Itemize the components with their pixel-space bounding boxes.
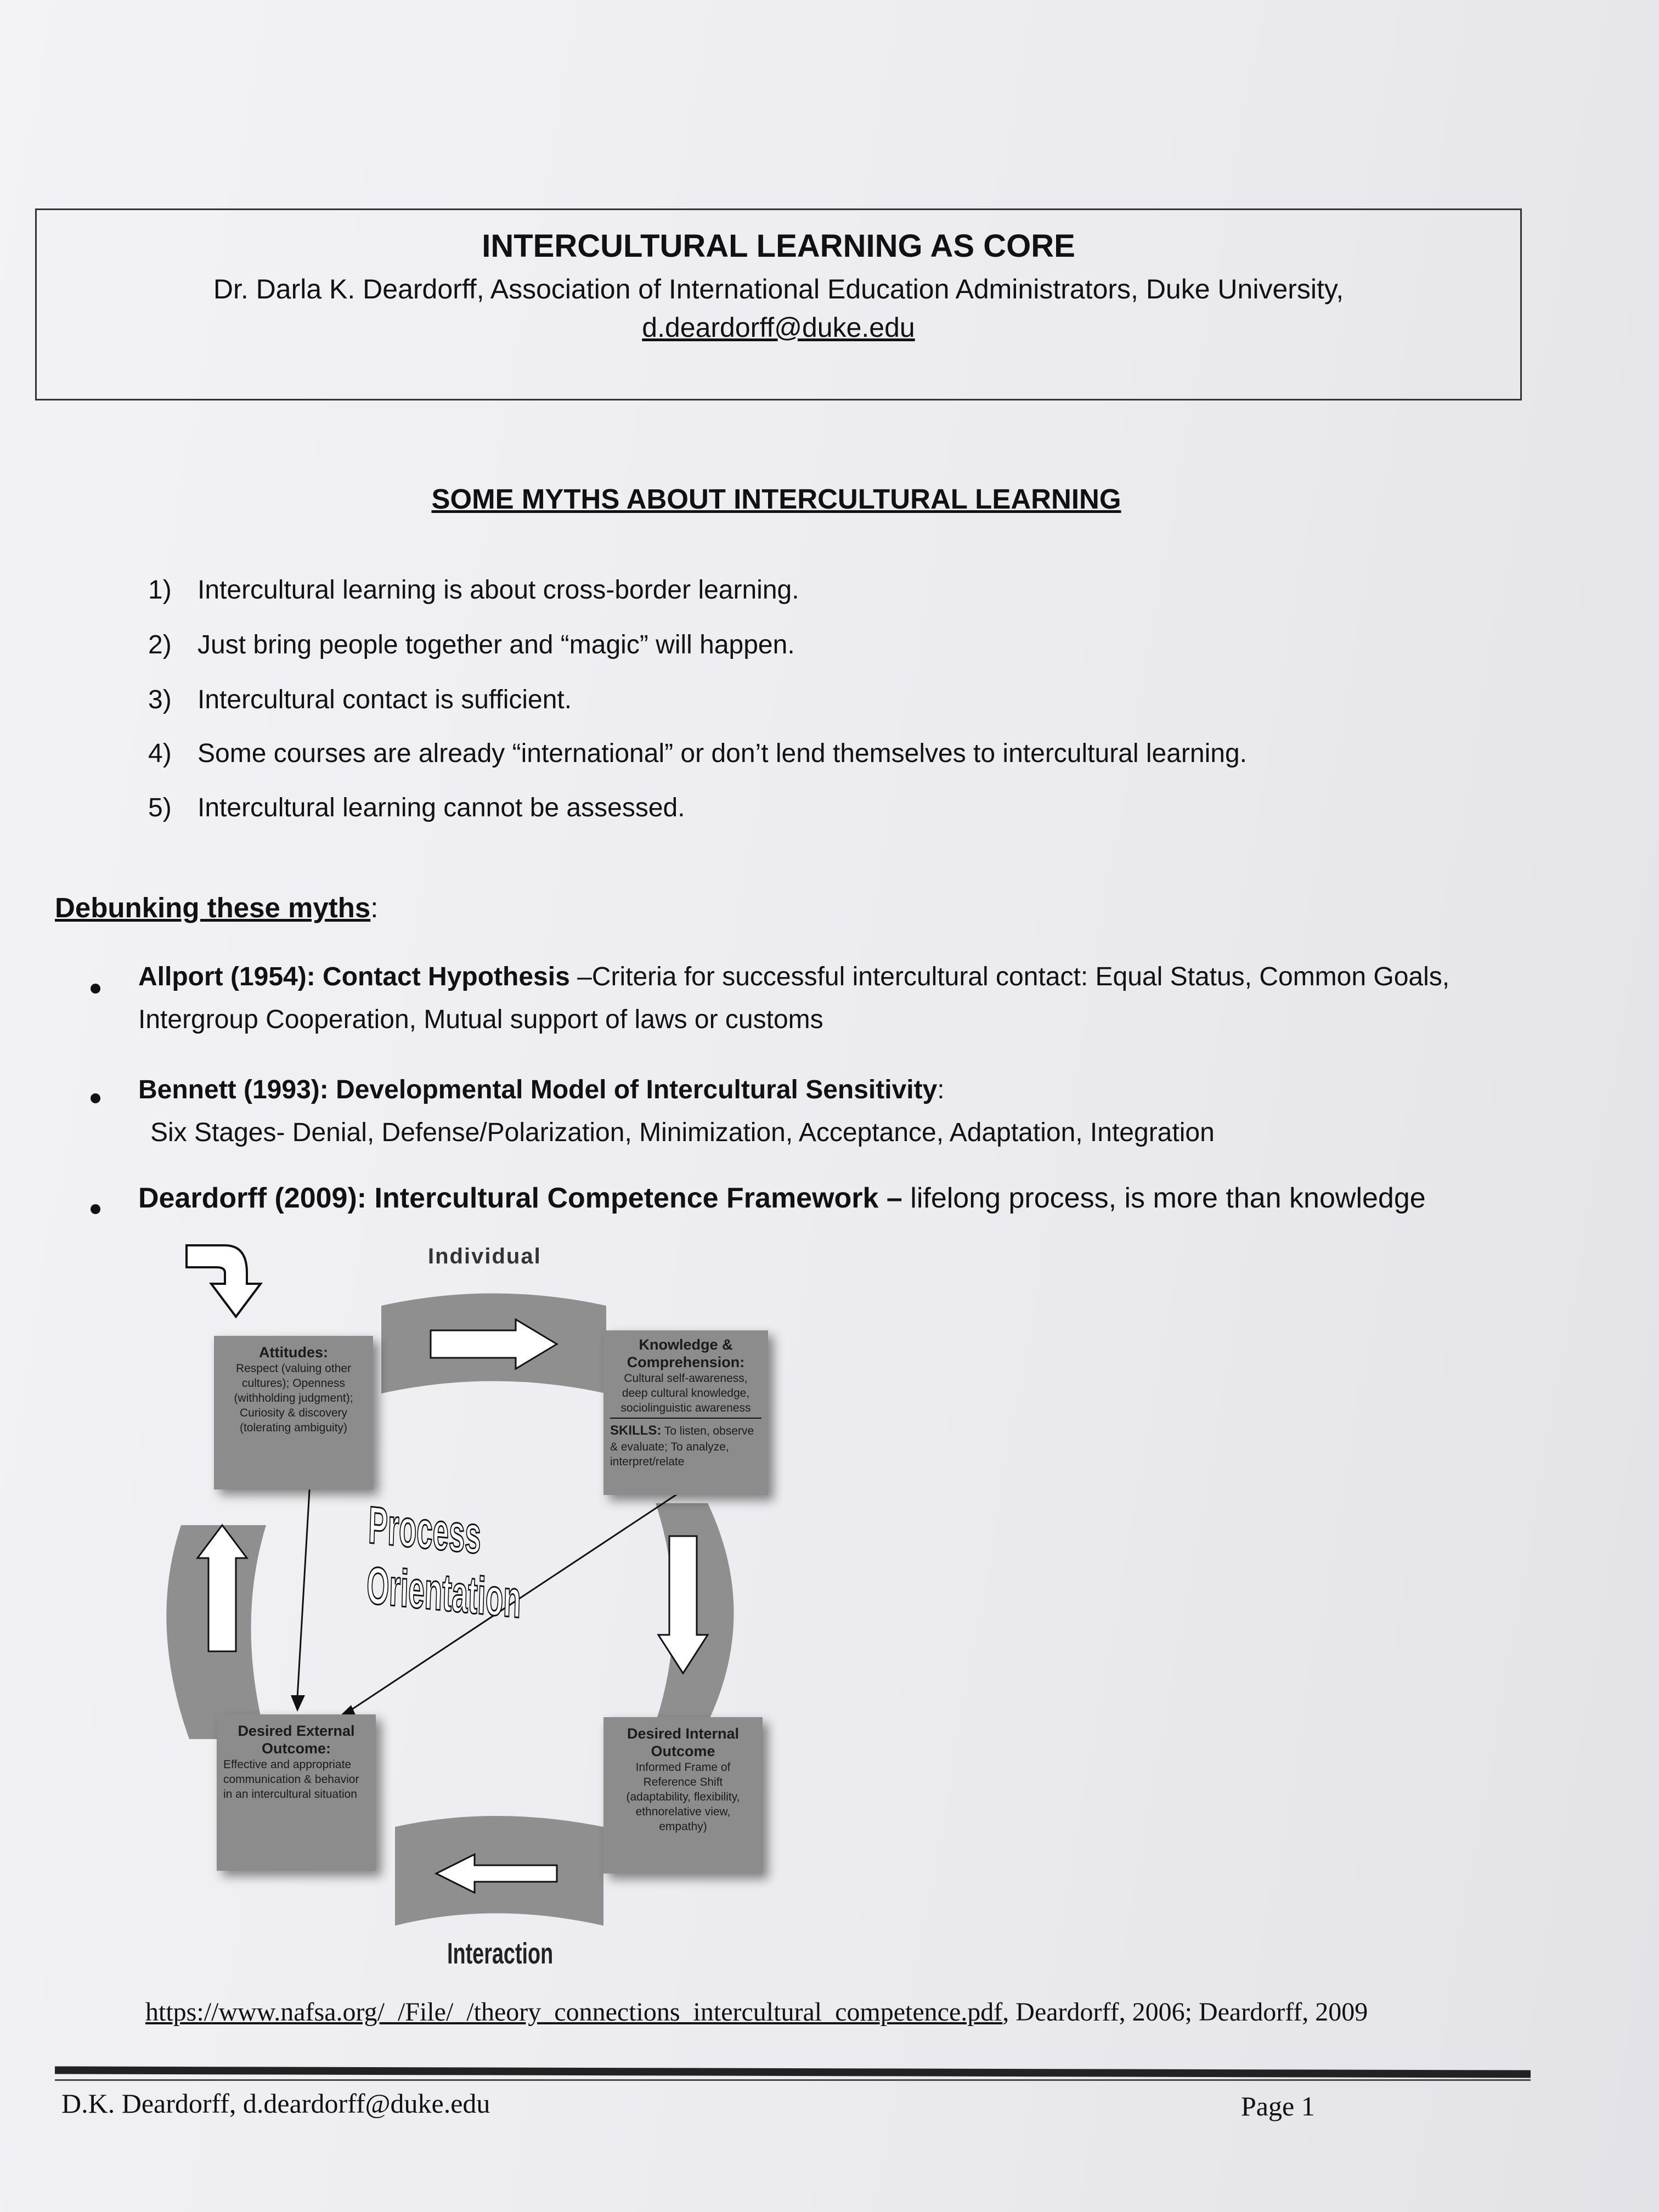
footer-divider-thin [55,2079,1531,2081]
myths-heading: SOME MYTHS ABOUT INTERCULTURAL LEARNING [431,483,1121,515]
myth-item [148,738,1247,769]
footer-divider [55,2066,1531,2078]
reference-line [145,1997,1368,2027]
myth-text: Just bring people together and “magic” will happen. [198,630,795,659]
debunk-heading [55,891,378,924]
bullet-dot [91,1204,100,1214]
bullet-dot [91,984,100,994]
attitudes-box [214,1336,373,1489]
debunk-title: Debunking these myths [55,892,371,923]
myth-item [148,575,799,605]
attitudes-title: Attitudes: [259,1344,328,1361]
myth-number: 5) [148,793,172,822]
arrowhead-icon [291,1695,305,1712]
myth-text: Intercultural learning cannot be assessed. [198,793,685,822]
connector-line-attitudes [297,1481,310,1698]
bullet-bennett-line2: Six Stages- Denial, Defense/Polarization, Minimization, Acceptance, Adaptation, Integration [150,1118,1215,1147]
author-email [37,312,1520,343]
header-box [35,208,1522,400]
myth-text: Some courses are already “international” or don’t lend themselves to intercultural learning. [198,739,1247,768]
bullet-deardorff [138,1177,1565,1220]
document-title: INTERCULTURAL LEARNING AS CORE [482,228,1075,264]
external-outcome-title: Desired External Outcome: [238,1723,355,1757]
bullet-allport-bold: Allport (1954): Contact Hypothesis [138,962,570,991]
internal-outcome-box [603,1717,763,1874]
bullet-bennett-bold: Bennett (1993): Developmental Model of Intercultural Sensitivity [138,1075,938,1104]
external-outcome-box [217,1714,376,1871]
reference-citation: , Deardorff, 2006; Deardorff, 2009 [1002,1997,1368,2027]
myth-number: 3) [148,685,172,714]
entry-arrow-icon [187,1245,261,1317]
internal-outcome-body: Informed Frame of Reference Shift (adaptability, flexibility, ethnorelative view, empathy) [626,1761,740,1833]
knowledge-box [603,1330,768,1495]
email-link[interactable]: d.deardorff@duke.edu [642,312,915,343]
reference-link[interactable]: https://www.nafsa.org/_/File/_/theory_connections_intercultural_competence.pdf [145,1997,1003,2027]
skills-title: SKILLS: [610,1423,662,1438]
skills-section [610,1418,761,1469]
author-line: Dr. Darla K. Deardorff, Association of International Education Administrators, Duke University, [213,274,1344,304]
bullet-allport-line2: Intergroup Cooperation, Mutual support of laws or customs [138,1005,823,1034]
external-outcome-body: Effective and appropriate communication & behavior in an intercultural situation [223,1758,359,1801]
footer-contact: D.K. Deardorff, d.deardorff@duke.edu [61,2088,490,2119]
bullet-deardorff-rest: lifelong process, is more than knowledge [902,1182,1426,1214]
debunk-colon: : [370,892,379,923]
label-interaction: Interaction [447,1937,554,1970]
myth-item [148,793,685,823]
myth-number: 4) [148,739,172,768]
label-individual: Individual [428,1244,541,1268]
myth-item [148,685,572,715]
bullet-deardorff-bold: Deardorff (2009): Intercultural Competence Framework – [138,1182,902,1214]
knowledge-body: Cultural self-awareness, deep cultural knowledge, sociolinguistic awareness [620,1372,751,1414]
bullet-dot [91,1093,100,1103]
bullet-allport [138,956,1543,1041]
skills-body: To listen, observe & evaluate; To analyze, interpret/relate [610,1425,754,1468]
internal-outcome-title: Desired Internal Outcome [627,1725,740,1759]
attitudes-body: Respect (valuing other cultures); Openness (withholding judgment); Curiosity & discovery (tolerating ambiguity) [234,1362,353,1434]
myth-number: 1) [148,575,172,605]
bullet-allport-rest: –Criteria for successful intercultural contact: Equal Status, Common Goals, [569,962,1450,991]
page-number: Page 1 [1241,2091,1315,2121]
myth-text: Intercultural contact is sufficient. [198,685,572,714]
process-model-diagram [165,1229,823,1986]
knowledge-title: Knowledge & Comprehension: [627,1336,745,1370]
label-process-orientation: Process Orientation [365,1496,522,1629]
bullet-bennett-rest: : [937,1075,945,1104]
myth-number: 2) [148,630,172,659]
myth-text: Intercultural learning is about cross-border learning. [198,575,799,605]
myth-item [148,630,795,660]
bullet-bennett [138,1069,1543,1154]
